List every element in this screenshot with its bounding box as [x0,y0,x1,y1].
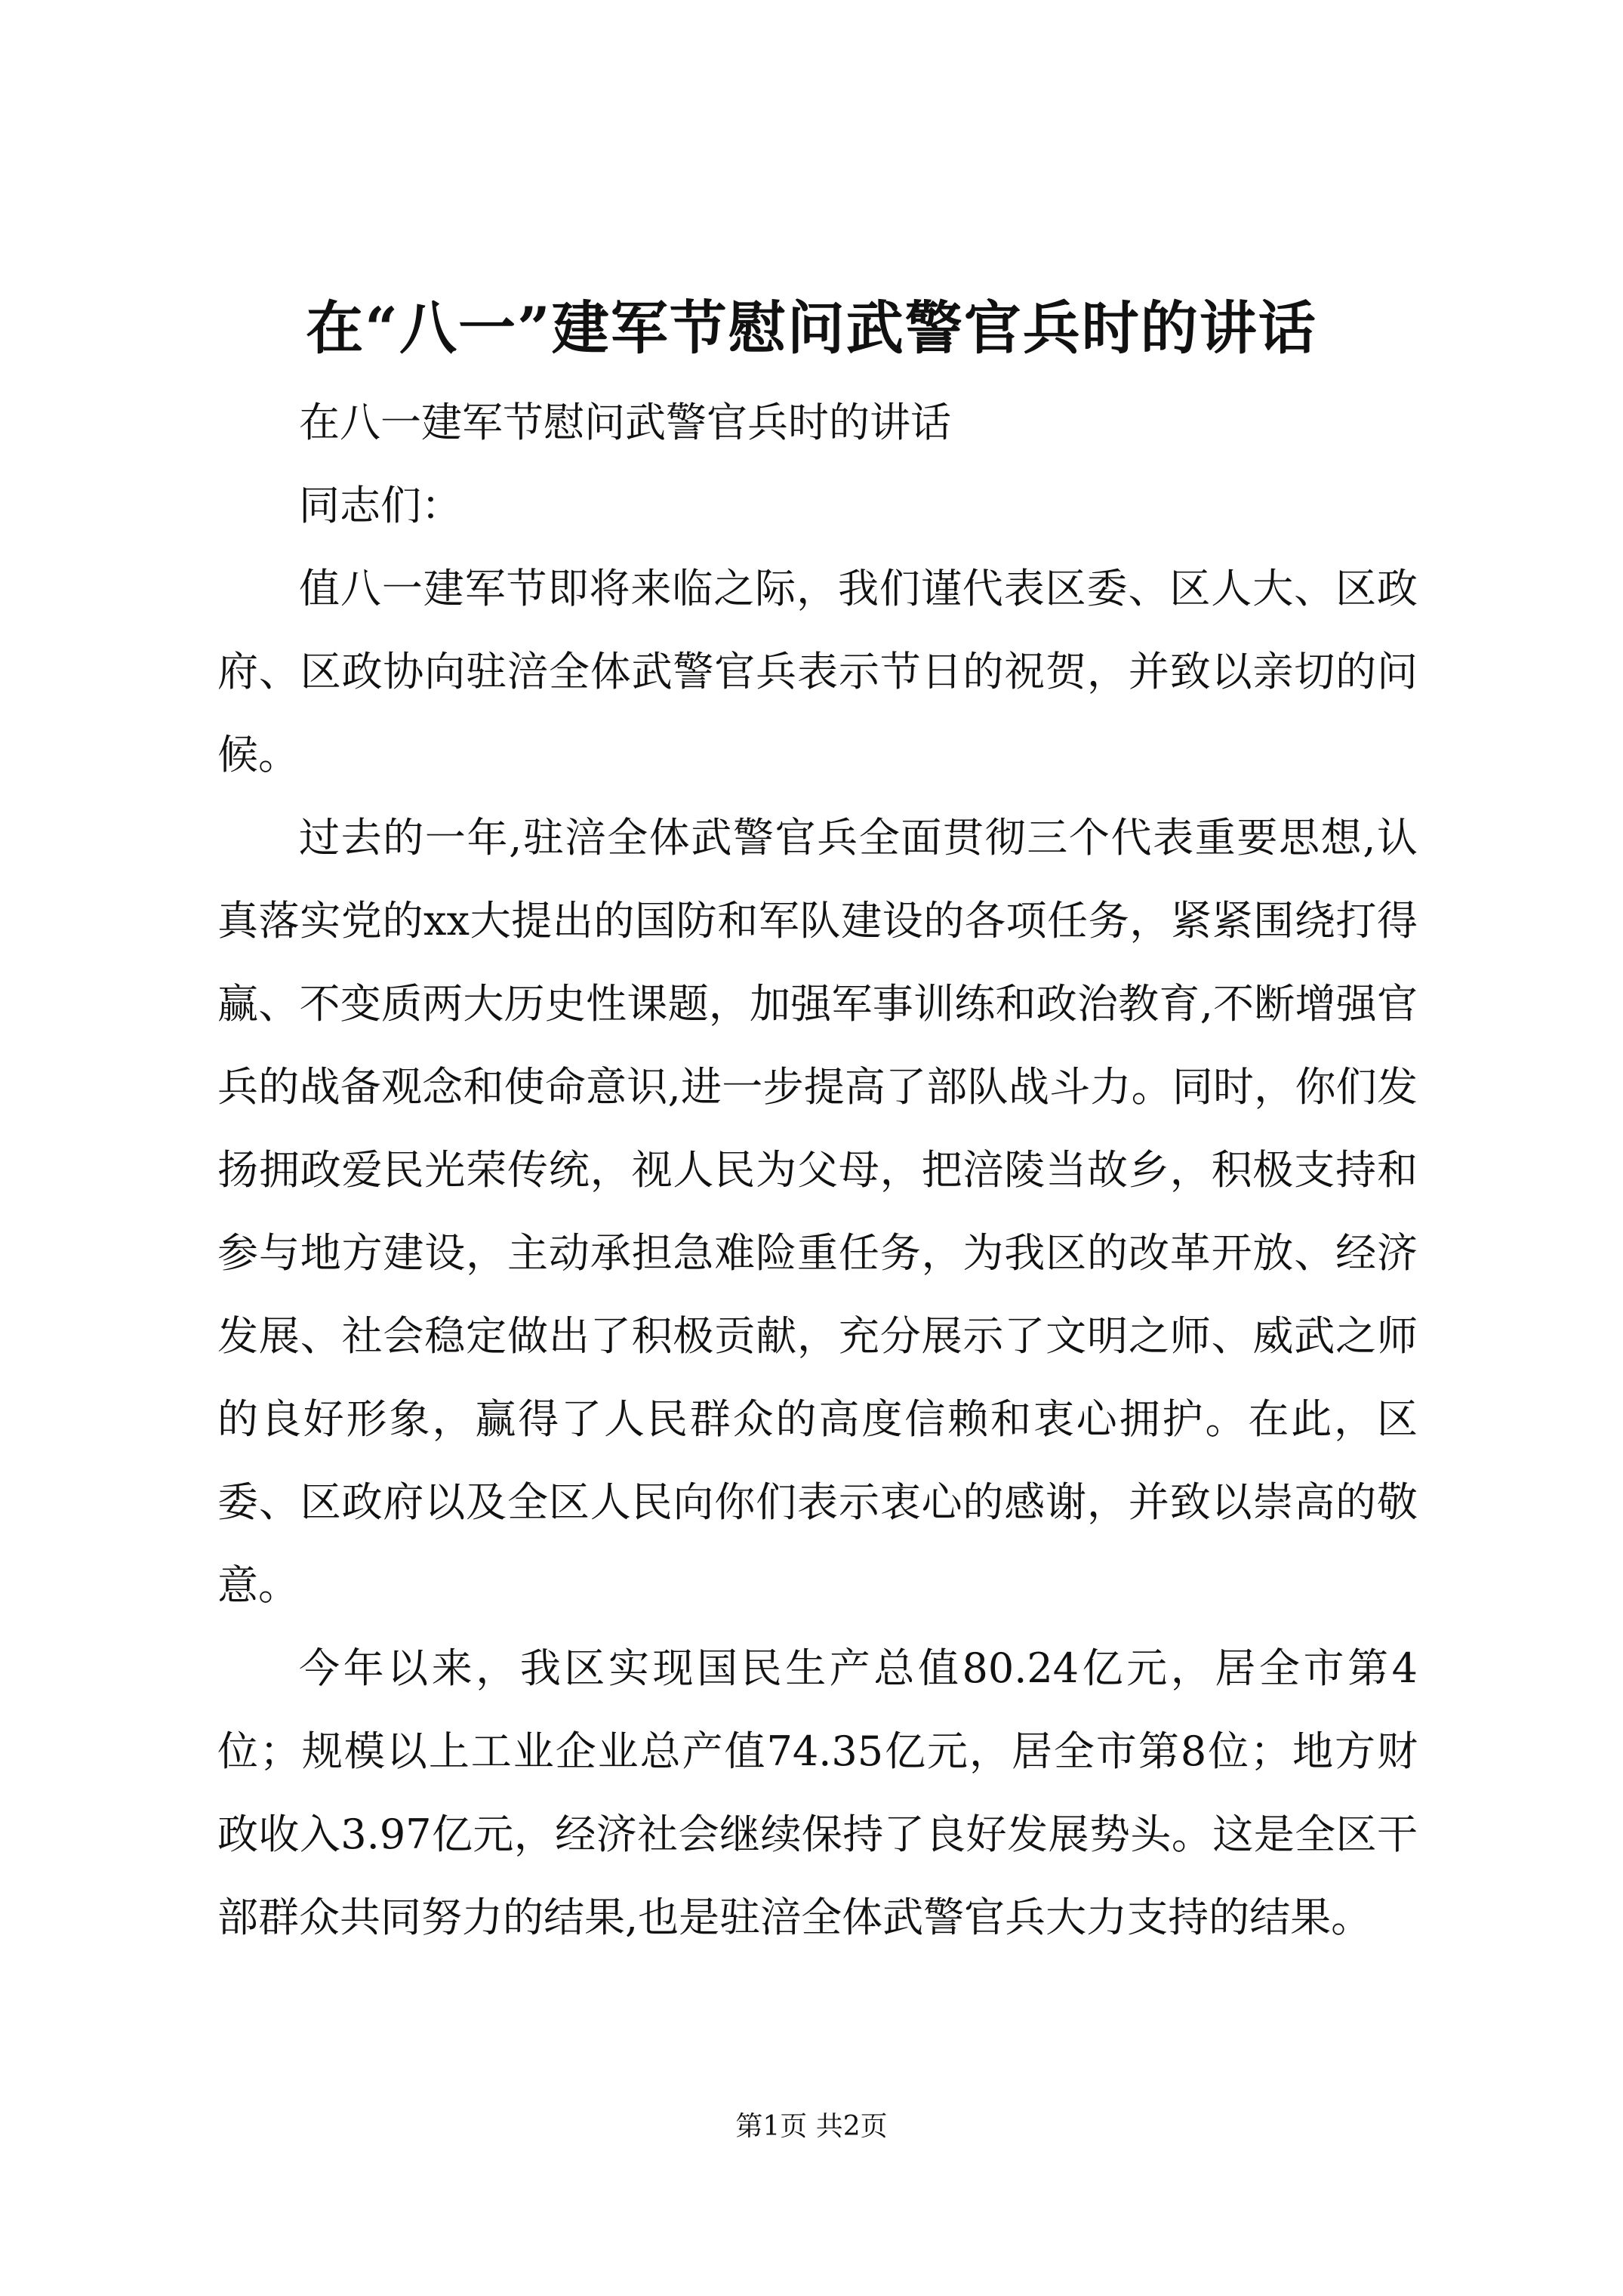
paragraph-economy: 今年以来，我区实现国民生产总值80.24亿元，居全市第4位；规模以上工业企业总产值74.35亿元，居全市第8位；地方财政收入3.97亿元，经济社会继续保持了良好发展势头。这是全区干部群众共同努力的结果,也是驻涪全体武警官兵大力支持的结果。 [217,1644,1418,1941]
page-number-footer: 第1页 共2页 [735,2111,888,2142]
paragraph-achievements: 过去的一年,驻涪全体武警官兵全面贯彻三个代表重要思想,认真落实党的xx大提出的国防和军队建设的各项任务，紧紧围绕打得赢、不变质两大历史性课题，加强军事训练和政治教育,不断增强官兵的战备观念和使命意识,进一步提高了部队战斗力。同时，你们发扬拥政爱民光荣传统，视人民为父母，把涪陵当故乡，积极支持和参与地方建设，主动承担急难险重任务，为我区的改革开放、经济发展、社会稳定做出了积极贡献，充分展示了文明之师、威武之师的良好形象，赢得了人民群众的高度信赖和衷心拥护。在此，区委、区政府以及全区人民向你们表示衷心的感谢，并致以崇高的敬意。 [217,814,1418,1609]
paragraph-subtitle: 在八一建军节慰问武警官兵时的讲话 [299,399,951,446]
paragraph-greeting: 值八一建军节即将来临之际，我们谨代表区委、区人大、区政府、区政协向驻涪全体武警官兵表示节日的祝贺，并致以亲切的问候。 [217,565,1418,778]
document-title: 在“八一”建军节慰问武警官兵时的讲话 [306,294,1317,362]
document-body [217,381,1418,1959]
paragraph-salutation: 同志们： [299,482,462,529]
